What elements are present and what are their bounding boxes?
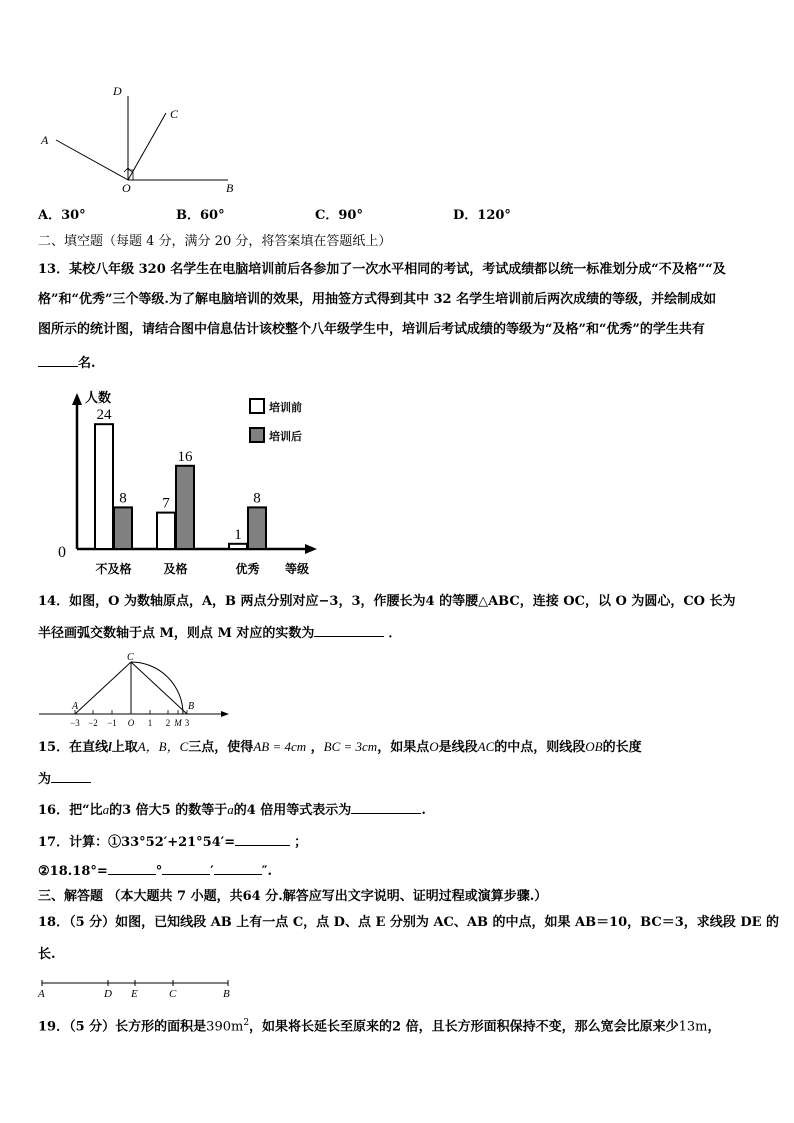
answer-blank: [214, 862, 262, 875]
points-abc: A，B，C: [137, 739, 189, 754]
label-c: C: [170, 107, 179, 121]
point-o: O: [429, 739, 439, 754]
bar-value-2-3: 8: [253, 490, 261, 507]
segment-figure: [35, 975, 235, 1000]
bar-2-1: [114, 507, 132, 549]
q13-line3: 图所示的统计图，请结合图中信息估计该校整个八年级学生中，培训后考试成绩的等级为“及格”和“优秀”的学生共有: [38, 322, 705, 337]
q15-line2: [38, 770, 91, 788]
q17-line1: [38, 833, 307, 851]
y-axis-label: 人数: [85, 390, 112, 405]
option-a: A．30°: [38, 208, 86, 223]
tick-label-8: 3: [184, 718, 190, 728]
label-c: C: [169, 988, 177, 1000]
q19-line1: [38, 1015, 721, 1035]
option-c: C．90°: [315, 208, 363, 223]
area-value: 390m: [206, 1019, 244, 1035]
q18-line2: 长.: [38, 947, 56, 962]
ray-oc: [128, 113, 166, 180]
label-e: E: [131, 988, 138, 1000]
q15-text-7: 的长度: [602, 740, 642, 755]
q15-text-3: 三点，使得: [188, 740, 254, 755]
answer-blank: [162, 862, 210, 875]
q17-line1-end: ；: [294, 835, 308, 850]
label-a: A: [38, 988, 45, 1000]
bar-value-1-3: 1: [234, 526, 242, 543]
option-d: D．120°: [453, 208, 511, 223]
bar-2-2: [176, 466, 194, 549]
measure-ab: AB = 4cm: [253, 739, 307, 754]
tick-label-7: M: [174, 718, 182, 728]
q19-end: ，: [707, 1019, 721, 1035]
number-line-figure: [35, 650, 235, 730]
ray-oa: [56, 140, 128, 180]
q17-line2: [38, 862, 272, 880]
q16-text-1: 16．把“比: [38, 803, 103, 818]
q13-line4: [38, 354, 96, 372]
tick-label-1: −3: [70, 718, 80, 728]
var-alpha: a: [102, 802, 110, 817]
category-label-2: 及格: [163, 562, 188, 576]
x-axis-arrow: [305, 544, 317, 554]
answer-blank: [38, 354, 78, 367]
label-c: C: [127, 652, 134, 663]
label-d: D: [104, 988, 112, 1000]
measure-bc: BC = 3cm: [323, 739, 378, 754]
bar-value-1-2: 7: [162, 495, 170, 512]
label-b: B: [226, 181, 234, 195]
bar-1-3: [229, 544, 247, 549]
q14-line1: 14．如图，O 为数轴原点，A，B 两点分别对应−3，3，作腰长为4 的等腰△ABC，连接 OC，以 O 为圆心，CO 长为: [38, 594, 736, 609]
q15-line1: 15．在直线l上取A，B，C三点，使得AB = 4cm ，BC = 3cm，如果点O是线段AC的中点，则线段OB的长度: [38, 739, 642, 755]
second-sign: ″.: [261, 864, 273, 879]
legend-label-1: 培训前: [269, 402, 302, 414]
minute-sign: ′: [210, 864, 214, 879]
q13-line2: 格”和“优秀”三个等级.为了解电脑培训的效果，用抽签方式得到其中 32 名学生培训前后两次成绩的等级，并绘制成如: [38, 292, 717, 307]
angle-figure: [35, 80, 245, 195]
tick-label-6: 2: [165, 718, 171, 728]
segment-ac: AC: [477, 739, 495, 754]
bar-value-1-1: 24: [96, 407, 112, 424]
x-axis-label: 等级: [285, 562, 310, 576]
q15-line2-text: 为: [38, 772, 52, 787]
answer-blank: [51, 770, 91, 783]
q14-line2: [38, 624, 401, 642]
q18-line1: 18．（5 分）如图，已知线段 AB 上有一点 C，点 D、点 E 分别为 AC、AB 的中点，如果 AB＝10，BC＝3，求线段 DE 的: [38, 915, 780, 930]
bar-1-1: [95, 424, 113, 549]
q16: [38, 801, 426, 819]
answer-blank: [108, 862, 156, 875]
q13-line1: 13．某校八年级 320 名学生在电脑培训前后各参加了一次水平相同的考试，考试成绩都以统一标准划分成“不及格”“及: [38, 262, 726, 277]
section-answer-title: 三、解答题 （本大题共 7 小题，共64 分.解答应写出文字说明、证明过程或演算步骤.）: [38, 889, 548, 904]
q16-text-2: 的3 倍大5 的数等于: [109, 803, 228, 818]
q19-text-2: ，如果将长延长至原来的2 倍，且长方形面积保持不变，那么宽会比原来少: [249, 1019, 679, 1035]
answer-blank: [351, 801, 421, 814]
label-b: B: [188, 701, 195, 712]
bar-value-2-1: 8: [119, 490, 127, 507]
label-b: B: [223, 988, 230, 1000]
q15-text-2: 上取: [111, 740, 138, 755]
bar-1-2: [157, 513, 175, 549]
legend-swatch-2: [250, 428, 264, 442]
var-alpha-2: a: [227, 802, 234, 817]
y-axis-arrow: [72, 393, 82, 405]
segment-ob: OB: [585, 739, 603, 754]
section-fill-blank-title: 二、填空题（每题 4 分，满分 20 分，将答案填在答题纸上）: [38, 234, 392, 249]
bar-chart: [55, 385, 325, 580]
origin-label: 0: [58, 544, 66, 561]
tick-label-2: −2: [88, 718, 98, 728]
q15-text-4: ，如果点: [377, 740, 430, 755]
q15-text-5: 是线段: [438, 740, 478, 755]
q16-text-3: 的4 倍用等式表示为: [233, 803, 352, 818]
side-ac: [75, 662, 131, 714]
q17-line2-text: ②18.18°=: [38, 864, 108, 879]
line-l: l: [108, 739, 112, 754]
label-o: O: [122, 181, 131, 195]
q14-line2-start: 半径画弧交数轴于点 M，则点 M 对应的实数为: [38, 626, 315, 641]
tick-label-4: O: [127, 718, 135, 728]
degree-sign: °: [155, 864, 163, 879]
width-value: 13m: [678, 1019, 708, 1035]
answer-blank: [314, 624, 384, 637]
q15-text-1: 15．在直线: [38, 740, 109, 755]
option-b: B．60°: [176, 208, 225, 223]
label-d: D: [113, 84, 122, 98]
legend-swatch-1: [250, 399, 264, 413]
tick-label-5: 1: [147, 718, 153, 728]
q15-text-6: 的中点，则线段: [494, 740, 586, 755]
q17-line1-text: 17．计算：①33°52′+21°54′=: [38, 835, 236, 850]
bar-2-3: [248, 507, 266, 549]
category-label-1: 不及格: [95, 562, 132, 576]
q13-line4-end: 名.: [78, 356, 96, 371]
q16-end: .: [421, 803, 426, 818]
bar-value-2-2: 16: [177, 448, 193, 465]
q14-line2-end: ．: [388, 626, 402, 641]
tick-label-3: −1: [107, 718, 117, 728]
legend-label-2: 培训后: [269, 431, 302, 443]
area-exponent: 2: [243, 1018, 250, 1028]
label-a: A: [72, 701, 79, 712]
q19-text-1: 19．（5 分）长方形的面积是: [38, 1019, 207, 1035]
axis-arrow: [221, 711, 229, 717]
category-label-3: 优秀: [235, 562, 260, 576]
label-a: A: [41, 133, 49, 147]
answer-blank: [235, 833, 290, 846]
